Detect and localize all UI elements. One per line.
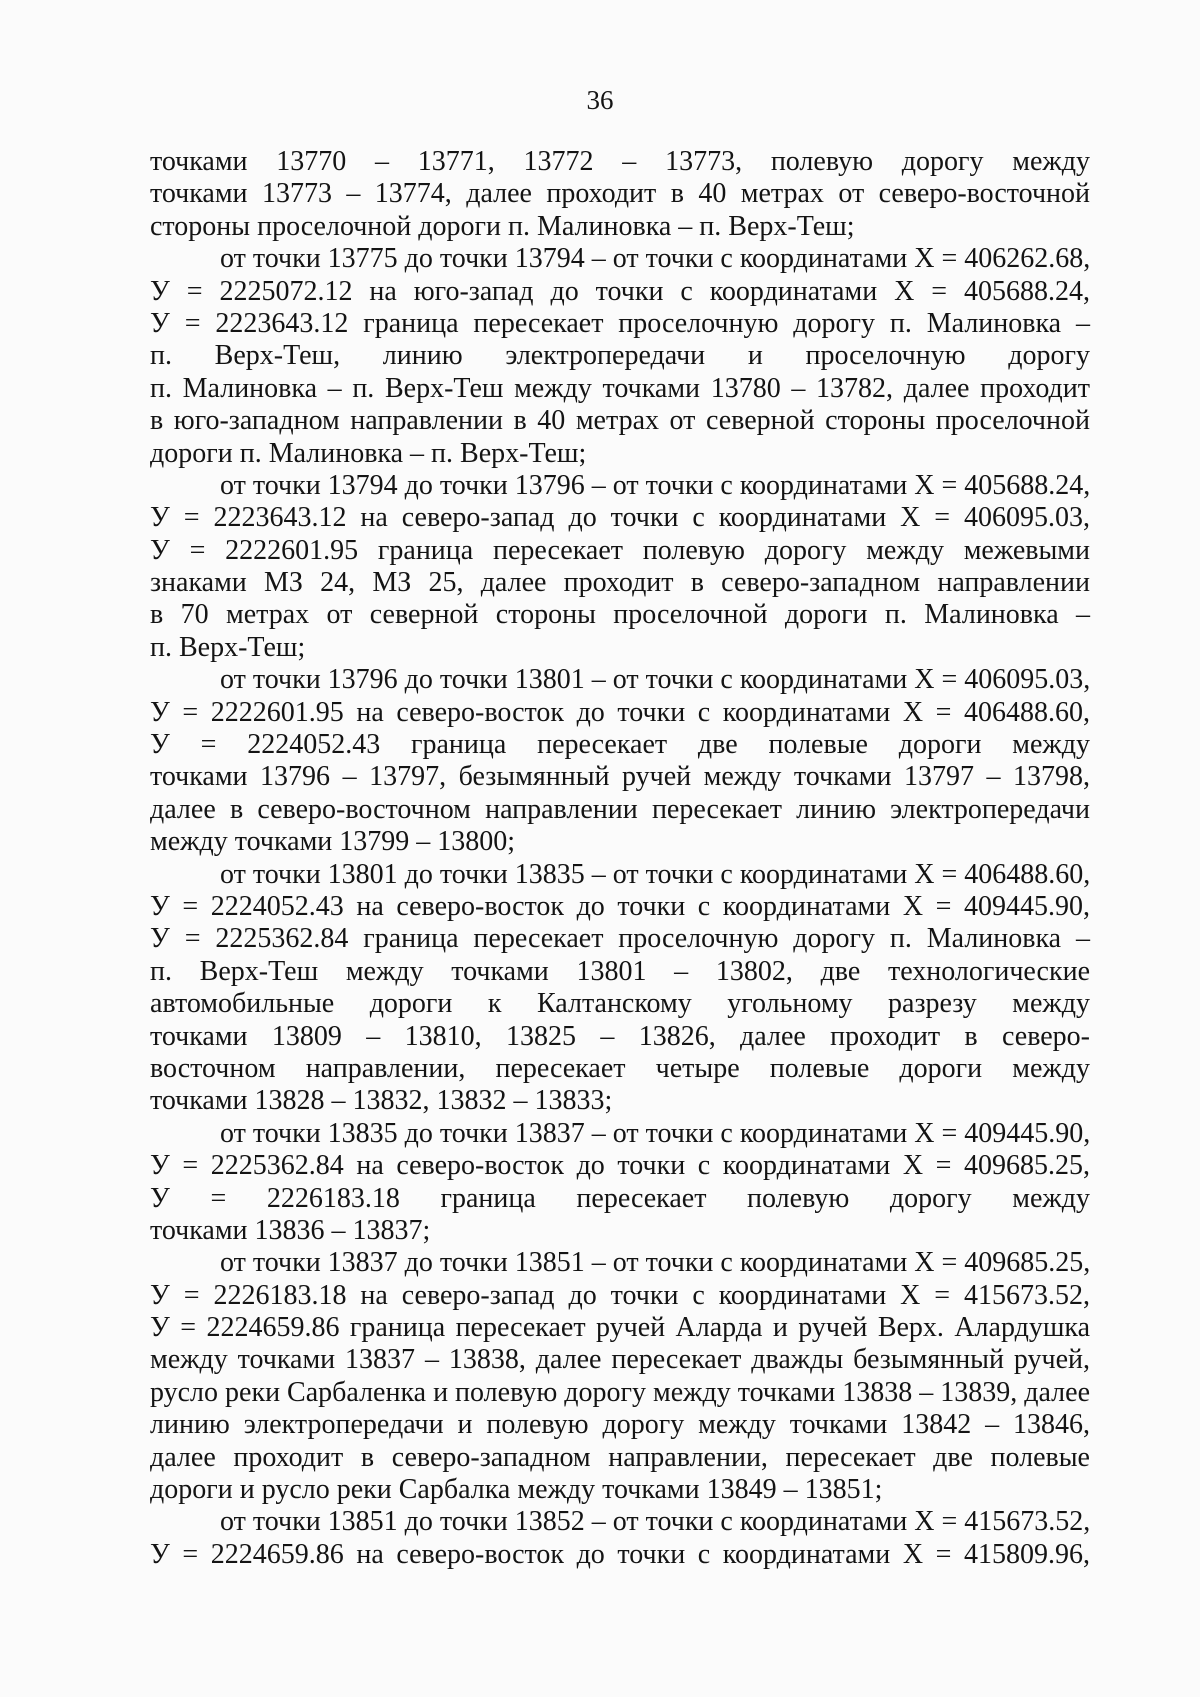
text-line: У = 2225072.12 на юго-запад до точки с координатами Х = 405688.24, [150, 275, 1090, 307]
text-line: У = 2224052.43 граница пересекает две полевые дороги между [150, 729, 1090, 761]
text-line: линию электропередачи и полевую дорогу между точками 13842 – 13846, [150, 1409, 1090, 1441]
text-line: стороны проселочной дороги п. Малиновка – п. Верх-Теш; [150, 210, 855, 242]
text-line: от точки 13801 до точки 13835 – от точки с координатами Х = 406488.60, [220, 858, 1091, 890]
text-line: от точки 13837 до точки 13851 – от точки с координатами Х = 409685.25, [220, 1247, 1091, 1279]
text-line: У = 2223643.12 на северо-запад до точки с координатами Х = 406095.03, [150, 502, 1090, 534]
page-number: 36 [586, 85, 614, 115]
text-line: п. Верх-Теш, линию электропередачи и проселочную дорогу [150, 340, 1090, 372]
text-line: дороги и русло реки Сарбалка между точками 13849 – 13851; [150, 1474, 883, 1506]
text-line: У = 2226183.18 граница пересекает полевую дорогу между [150, 1182, 1090, 1214]
text-line: точками 13836 – 13837; [150, 1214, 431, 1246]
text-line: У = 2226183.18 на северо-запад до точки с координатами Х = 415673.52, [150, 1279, 1090, 1311]
text-line: точками 13809 – 13810, 13825 – 13826, далее проходит в северо- [150, 1020, 1090, 1052]
text-line: точками 13828 – 13832, 13832 – 13833; [150, 1085, 613, 1117]
text-line: п. Верх-Теш; [150, 631, 306, 663]
text-line: восточном направлении, пересекает четыре полевые дороги между [150, 1052, 1090, 1084]
text-line: п. Малиновка – п. Верх-Теш между точками 13780 – 13782, далее проходит [150, 372, 1090, 404]
text-line: точками 13796 – 13797, безымянный ручей между точками 13797 – 13798, [150, 761, 1090, 793]
text-line: автомобильные дороги к Калтанскому угольному разрезу между [150, 988, 1090, 1020]
text-line: от точки 13775 до точки 13794 – от точки с координатами Х = 406262.68, [220, 243, 1091, 275]
text-line: между точками 13837 – 13838, далее пересекает дважды безымянный ручей, [150, 1344, 1090, 1376]
text-line: от точки 13835 до точки 13837 – от точки с координатами Х = 409445.90, [220, 1117, 1091, 1149]
text-line: У = 2224659.86 на северо-восток до точки с координатами Х = 415809.96, [150, 1538, 1090, 1570]
text-line: У = 2224659.86 граница пересекает ручей Аларда и ручей Верх. Алардушка [150, 1312, 1090, 1344]
document-body [150, 146, 1090, 1571]
text-line: знаками МЗ 24, МЗ 25, далее проходит в северо-западном направлении [150, 567, 1090, 599]
text-line: от точки 13796 до точки 13801 – от точки с координатами Х = 406095.03, [220, 664, 1091, 696]
text-line: У = 2224052.43 на северо-восток до точки с координатами Х = 409445.90, [150, 890, 1090, 922]
text-line: далее в северо-восточном направлении пересекает линию электропередачи [150, 793, 1090, 825]
text-line: У = 2225362.84 на северо-восток до точки с координатами Х = 409685.25, [150, 1150, 1090, 1182]
text-line: точками 13773 – 13774, далее проходит в 40 метрах от северо-восточной [150, 178, 1090, 210]
text-line: У = 2223643.12 граница пересекает проселочную дорогу п. Малиновка – [150, 307, 1090, 339]
text-line: в 70 метрах от северной стороны проселочной дороги п. Малиновка – [150, 599, 1090, 631]
text-line: от точки 13794 до точки 13796 – от точки с координатами Х = 405688.24, [220, 469, 1091, 501]
text-line: У = 2222601.95 на северо-восток до точки с координатами Х = 406488.60, [150, 696, 1090, 728]
text-line: в юго-западном направлении в 40 метрах от северной стороны проселочной [150, 405, 1090, 437]
text-line: У = 2225362.84 граница пересекает проселочную дорогу п. Малиновка – [150, 923, 1090, 955]
text-line: между точками 13799 – 13800; [150, 826, 516, 858]
text-line: русло реки Сарбаленка и полевую дорогу между точками 13838 – 13839, далее [150, 1376, 1090, 1408]
text-line: дороги п. Малиновка – п. Верх-Теш; [150, 437, 587, 469]
text-line: п. Верх-Теш между точками 13801 – 13802, две технологические [150, 955, 1090, 987]
text-line: точками 13770 – 13771, 13772 – 13773, полевую дорогу между [150, 146, 1090, 177]
text-line: от точки 13851 до точки 13852 – от точки с координатами Х = 415673.52, [220, 1506, 1091, 1538]
text-line: далее проходит в северо-западном направлении, пересекает две полевые [150, 1441, 1090, 1473]
text-line: У = 2222601.95 граница пересекает полевую дорогу между межевыми [150, 534, 1090, 566]
